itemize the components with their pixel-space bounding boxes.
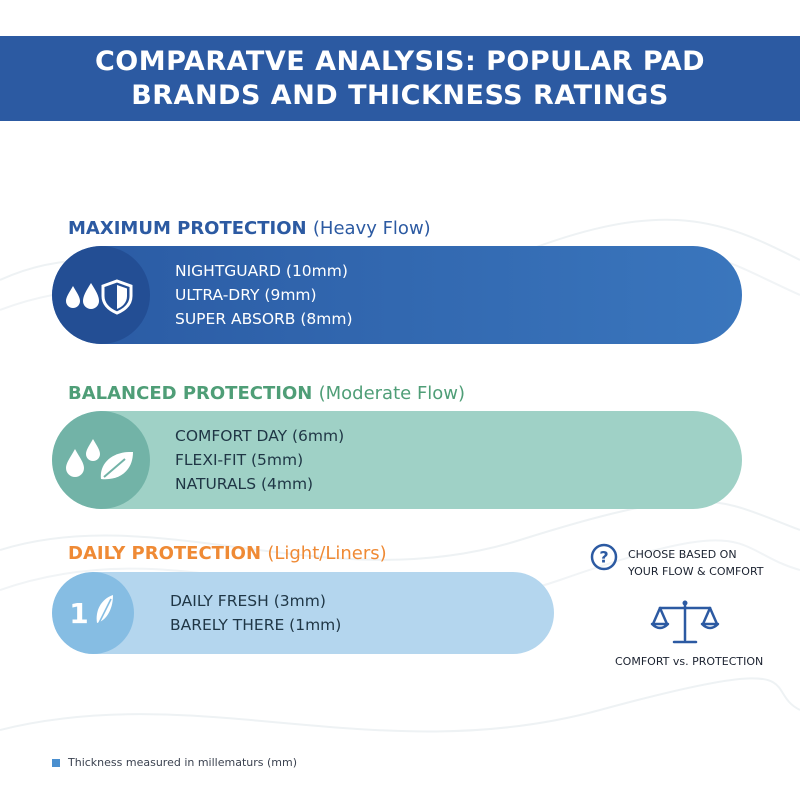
question-icon — [590, 543, 618, 571]
band-balanced-protection — [52, 411, 742, 509]
footnote-text: Thickness measured in millematurs (mm) — [68, 756, 297, 769]
icon-circle-maximum — [52, 246, 150, 344]
section-title-maximum — [68, 218, 431, 239]
page-header — [0, 36, 800, 121]
balance-scale-icon — [650, 598, 720, 648]
section-subtitle-balanced: (Moderate Flow) — [318, 383, 466, 404]
tip-line-2: YOUR FLOW & COMFORT — [628, 565, 764, 578]
list-item: COMFORT DAY (6mm) — [175, 427, 345, 445]
list-maximum — [175, 246, 353, 344]
page-title-line-1: COMPARATVE ANALYSIS: POPULAR PAD — [94, 45, 706, 77]
leaf-icon — [101, 452, 133, 479]
list-balanced — [175, 411, 344, 509]
section-title-balanced-label: BALANCED PROTECTION — [68, 383, 313, 404]
tip-text — [628, 546, 764, 580]
footnote-bullet — [52, 759, 60, 767]
tip-line-1: CHOOSE BASED ON — [628, 548, 737, 561]
drop-icon — [66, 286, 80, 308]
drop-icon — [66, 449, 84, 477]
page-title-line-2: BRANDS AND THICKNESS RATINGS — [131, 79, 669, 111]
footnote — [52, 756, 297, 769]
band-maximum-protection — [52, 246, 742, 344]
list-item: NATURALS (4mm) — [175, 475, 314, 493]
shield-icon — [103, 281, 131, 313]
section-title-maximum-label: MAXIMUM PROTECTION — [68, 218, 307, 239]
drop-icon — [83, 283, 99, 309]
list-item: NIGHTGUARD (10mm) — [175, 262, 348, 280]
daily-badge-number: 1 — [69, 596, 89, 630]
list-item: BARELY THERE (1mm) — [170, 616, 342, 634]
section-subtitle-maximum: (Heavy Flow) — [312, 218, 431, 239]
list-item: DAILY FRESH (3mm) — [170, 592, 326, 610]
section-title-daily — [68, 543, 387, 564]
icon-circle-daily — [52, 572, 134, 654]
list-item: ULTRA-DRY (9mm) — [175, 286, 317, 304]
icon-circle-balanced — [52, 411, 150, 509]
section-title-daily-label: DAILY PROTECTION — [68, 543, 262, 564]
list-item: SUPER ABSORB (8mm) — [175, 310, 353, 328]
drop-icon — [86, 439, 100, 461]
section-title-balanced — [68, 383, 465, 404]
feather-icon — [91, 593, 117, 633]
section-subtitle-daily: (Light/Liners) — [267, 543, 387, 564]
band-daily-protection — [52, 572, 554, 654]
svg-text:?: ? — [599, 547, 609, 567]
list-daily — [170, 572, 341, 654]
list-item: FLEXI-FIT (5mm) — [175, 451, 304, 469]
scale-label: COMFORT vs. PROTECTION — [615, 655, 764, 668]
